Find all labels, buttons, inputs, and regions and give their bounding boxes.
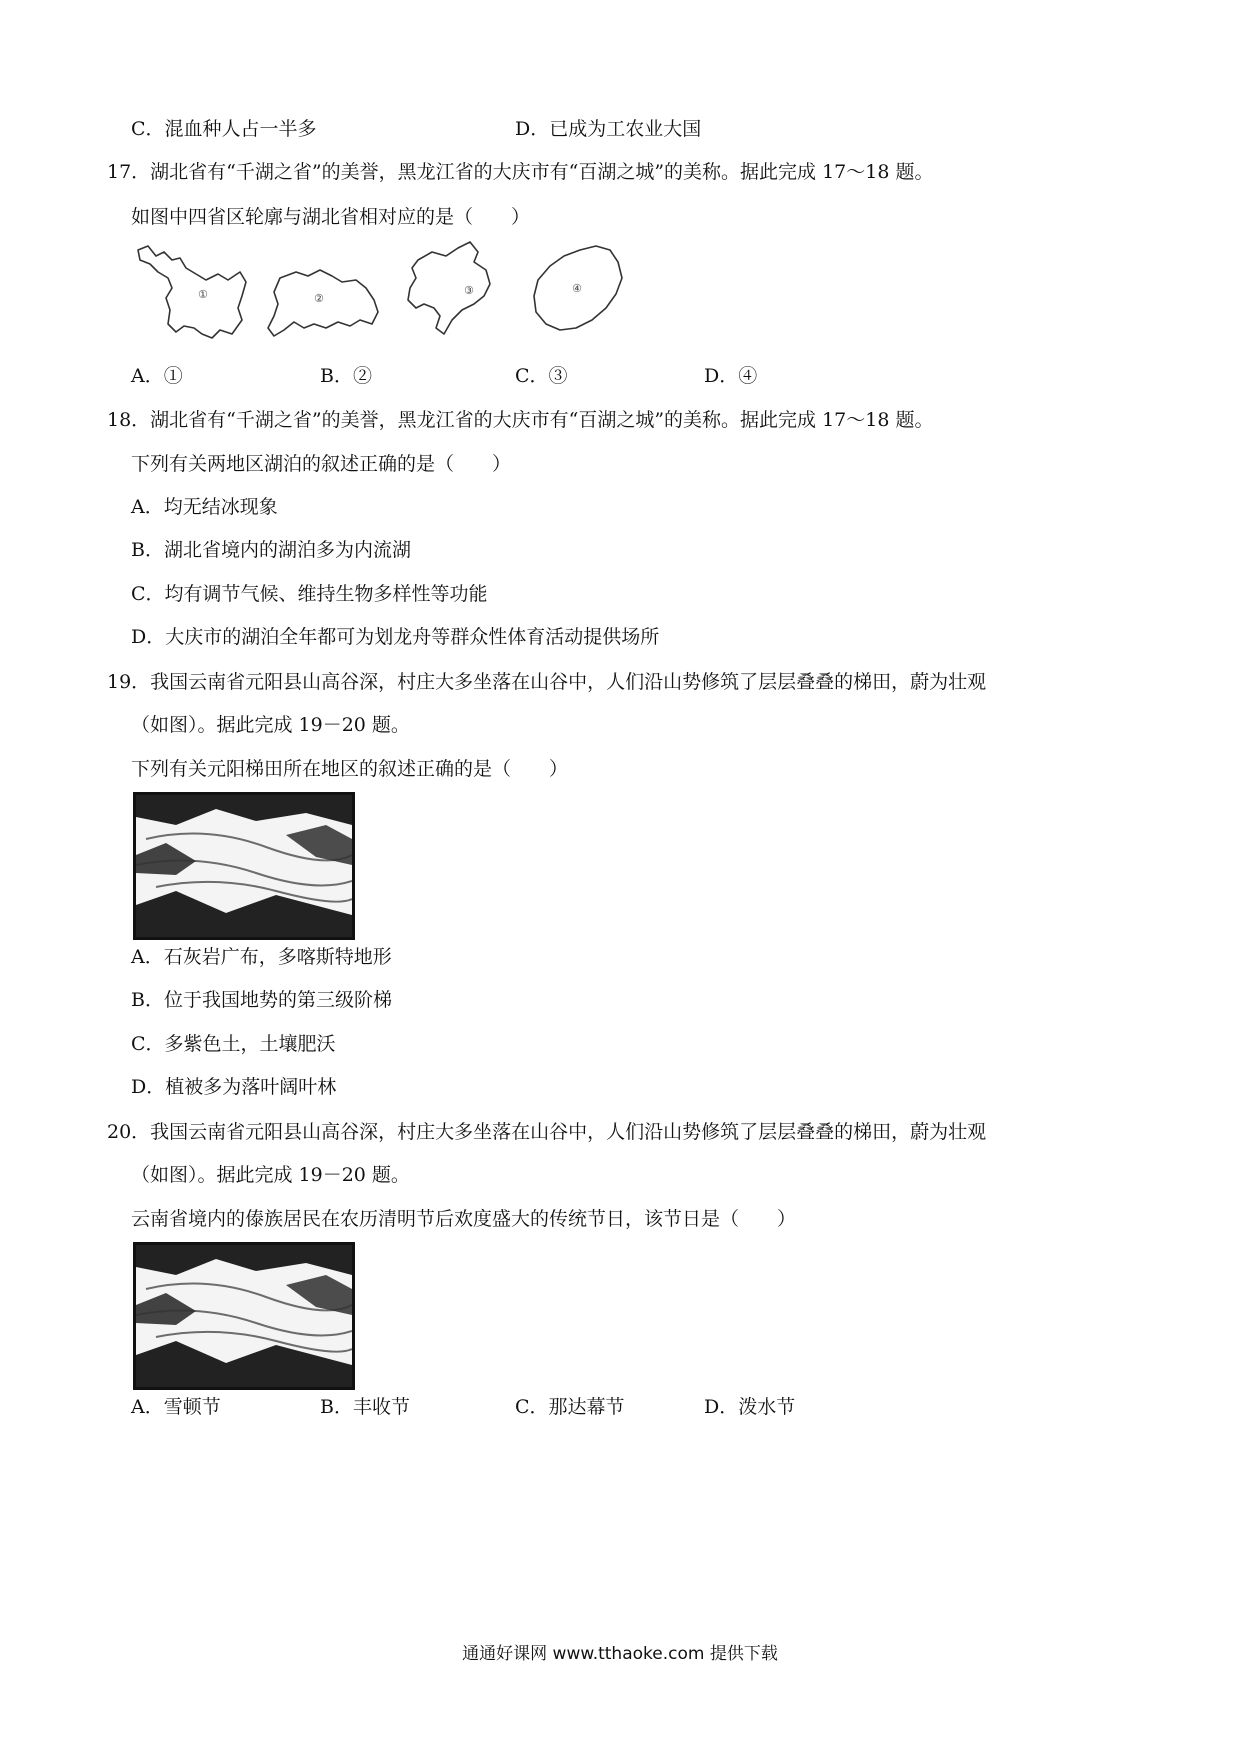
q20-question: 云南省境内的傣族居民在农历清明节后欢度盛大的传统节日，该节日是（ ）: [131, 1208, 797, 1230]
province-outline-map: [128, 238, 648, 348]
q18-option-a[interactable]: A．均无结冰现象: [131, 496, 278, 518]
q20-option-a[interactable]: A．雪顿节: [131, 1396, 221, 1418]
q20-stem-line1: 20．我国云南省元阳县山高谷深，村庄大多坐落在山谷中，人们沿山势修筑了层层叠叠的梯田，蔚为壮观: [107, 1121, 987, 1143]
q17-stem: 17．湖北省有“千湖之省”的美誉，黑龙江省的大庆市有“百湖之城”的美称。据此完成 17～18 题。: [107, 161, 934, 183]
q17-option-c[interactable]: C．③: [515, 365, 568, 387]
q17-option-a[interactable]: A．①: [131, 365, 183, 387]
q19-option-a[interactable]: A．石灰岩广布，多喀斯特地形: [131, 946, 392, 968]
q20-stem-line2: （如图）。据此完成 19－20 题。: [131, 1164, 410, 1186]
q16-option-c[interactable]: C．混血种人占一半多: [131, 118, 317, 140]
q20-option-d[interactable]: D．泼水节: [704, 1396, 796, 1418]
q18-option-b[interactable]: B．湖北省境内的湖泊多为内流湖: [131, 539, 411, 561]
map-label-2: ②: [314, 292, 324, 305]
q19-stem-line2: （如图）。据此完成 19－20 题。: [131, 714, 410, 736]
q17-option-d[interactable]: D．④: [704, 365, 758, 387]
q20-option-c[interactable]: C．那达幕节: [515, 1396, 625, 1418]
q18-stem: 18．湖北省有“千湖之省”的美誉，黑龙江省的大庆市有“百湖之城”的美称。据此完成 17～18 题。: [107, 409, 934, 431]
q18-question: 下列有关两地区湖泊的叙述正确的是（ ）: [131, 453, 512, 475]
terrace-photo-2: [133, 1242, 355, 1390]
map-label-4: ④: [572, 282, 582, 295]
q18-option-d[interactable]: D．大庆市的湖泊全年都可为划龙舟等群众性体育活动提供场所: [131, 626, 660, 648]
q19-stem-line1: 19．我国云南省元阳县山高谷深，村庄大多坐落在山谷中，人们沿山势修筑了层层叠叠的梯田，蔚为壮观: [107, 671, 987, 693]
terrace-photo: [133, 792, 355, 940]
q19-question: 下列有关元阳梯田所在地区的叙述正确的是（ ）: [131, 758, 569, 780]
q19-option-d[interactable]: D．植被多为落叶阔叶林: [131, 1076, 337, 1098]
q19-option-c[interactable]: C．多紫色土，土壤肥沃: [131, 1033, 336, 1055]
q17-question: 如图中四省区轮廓与湖北省相对应的是（ ）: [131, 206, 531, 228]
province-outline-1: [138, 246, 246, 338]
q16-option-d[interactable]: D．已成为工农业大国: [515, 118, 702, 140]
map-label-3: ③: [464, 284, 474, 297]
map-label-1: ①: [198, 288, 208, 301]
q17-option-b[interactable]: B．②: [320, 365, 372, 387]
q18-option-c[interactable]: C．均有调节气候、维持生物多样性等功能: [131, 583, 488, 605]
province-outline-3: [408, 242, 490, 334]
page-footer: 通通好课网 www.tthaoke.com 提供下载: [462, 1644, 778, 1664]
q19-option-b[interactable]: B．位于我国地势的第三级阶梯: [131, 989, 392, 1011]
q20-option-b[interactable]: B．丰收节: [320, 1396, 410, 1418]
